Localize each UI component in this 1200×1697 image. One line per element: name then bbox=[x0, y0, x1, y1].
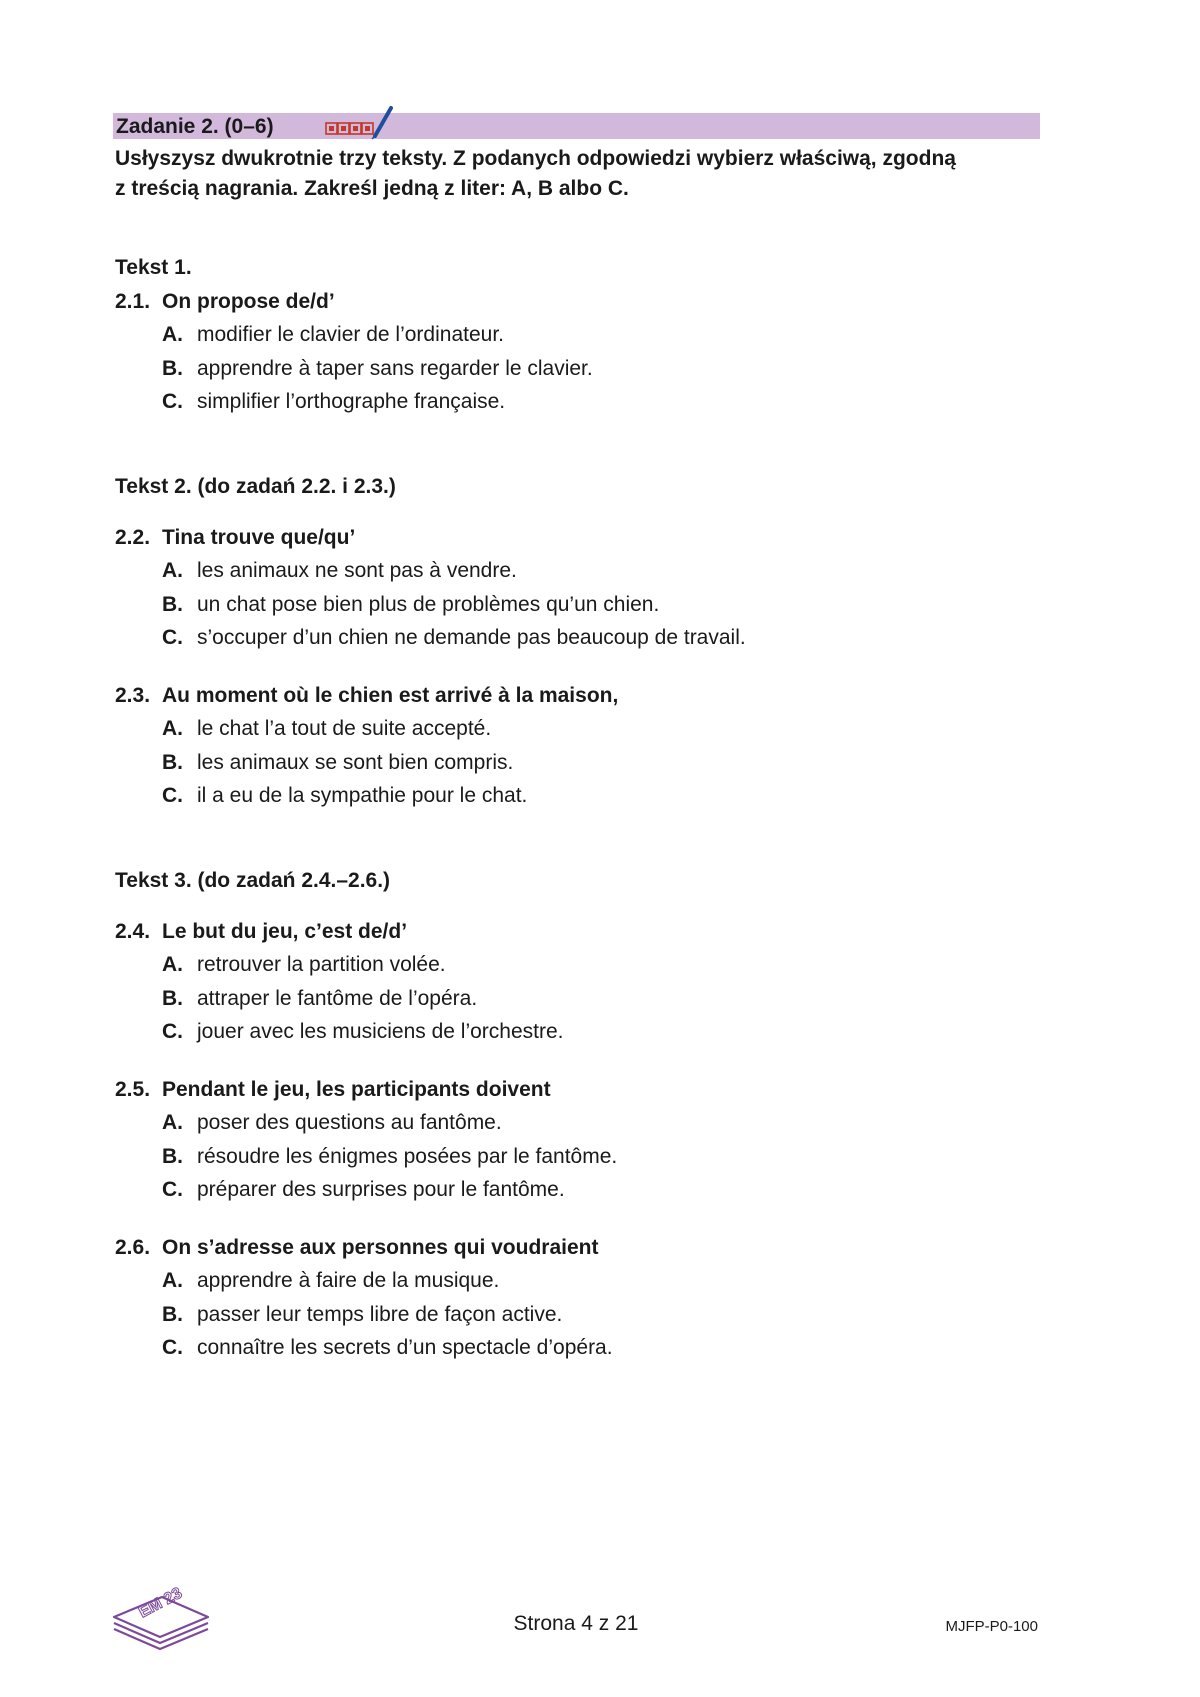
question-stem: Au moment où le chien est arrivé à la maison, bbox=[162, 684, 619, 707]
answer-option[interactable]: A. retrouver la partition volée. bbox=[162, 953, 446, 976]
instruction-line: Usłyszysz dwukrotnie trzy teksty. Z podanych odpowiedzi wybierz właściwą, zgodną bbox=[115, 147, 956, 170]
audio-recording-icon bbox=[325, 104, 405, 140]
question-number: 2.4. bbox=[115, 920, 151, 943]
text-3-heading: Tekst 3. (do zadań 2.4.–2.6.) bbox=[115, 869, 391, 892]
question-2-3 bbox=[115, 679, 1015, 813]
question-stem: On propose de/d’ bbox=[162, 290, 335, 313]
answer-option[interactable]: A. modifier le clavier de l’ordinateur. bbox=[162, 323, 504, 346]
task-instruction bbox=[115, 144, 1045, 204]
task-title: Zadanie 2. (0–6) bbox=[116, 115, 274, 138]
answer-option[interactable]: A. le chat l’a tout de suite accepté. bbox=[162, 717, 492, 740]
answer-option[interactable]: B. un chat pose bien plus de problèmes qu’un chien. bbox=[162, 592, 660, 616]
question-2-2 bbox=[115, 521, 1015, 655]
question-number: 2.3. bbox=[115, 684, 151, 707]
pen-icon bbox=[372, 108, 391, 139]
text-2-heading: Tekst 2. (do zadań 2.2. i 2.3.) bbox=[115, 475, 396, 498]
question-stem: On s’adresse aux personnes qui voudraient bbox=[162, 1236, 599, 1259]
question-stem: Pendant le jeu, les participants doivent bbox=[162, 1078, 551, 1101]
answer-option[interactable]: C. s’occuper d’un chien ne demande pas beaucoup de travail. bbox=[162, 626, 746, 649]
logo-text: EM 23 bbox=[136, 1585, 185, 1622]
answer-option[interactable]: A. poser des questions au fantôme. bbox=[162, 1111, 502, 1134]
question-number: 2.6. bbox=[115, 1236, 151, 1259]
question-stem: Tina trouve que/qu’ bbox=[162, 526, 356, 549]
answer-option[interactable]: B. résoudre les énigmes posées par le fantôme. bbox=[162, 1144, 618, 1168]
answer-option[interactable]: A. les animaux ne sont pas à vendre. bbox=[162, 559, 517, 582]
question-2-4 bbox=[115, 915, 1015, 1049]
answer-option[interactable]: C. connaître les secrets d’un spectacle d’opéra. bbox=[162, 1336, 613, 1359]
answer-option[interactable]: B. les animaux se sont bien compris. bbox=[162, 750, 514, 774]
answer-option[interactable]: C. préparer des surprises pour le fantôme. bbox=[162, 1178, 565, 1201]
question-2-5 bbox=[115, 1073, 1015, 1207]
answer-option[interactable]: A. apprendre à faire de la musique. bbox=[162, 1269, 500, 1292]
question-number: 2.5. bbox=[115, 1078, 151, 1101]
answer-option[interactable]: B. passer leur temps libre de façon active. bbox=[162, 1302, 563, 1326]
answer-option[interactable]: B. attraper le fantôme de l’opéra. bbox=[162, 986, 478, 1010]
answer-option[interactable]: B. apprendre à taper sans regarder le clavier. bbox=[162, 356, 593, 380]
question-stem: Le but du jeu, c’est de/d’ bbox=[162, 920, 408, 943]
question-2-1 bbox=[115, 285, 1015, 419]
answer-option[interactable]: C. il a eu de la sympathie pour le chat. bbox=[162, 784, 528, 807]
answer-option[interactable]: C. jouer avec les musiciens de l’orchestre. bbox=[162, 1020, 564, 1043]
question-2-6 bbox=[115, 1231, 1015, 1365]
exam-code: MJFP-P0-100 bbox=[945, 1618, 1038, 1635]
question-number: 2.2. bbox=[115, 526, 151, 549]
instruction-line: z treścią nagrania. Zakreśl jedną z liter: A, B albo C. bbox=[115, 177, 629, 200]
speaker-boxes-icon bbox=[326, 123, 373, 134]
page-number: Strona 4 z 21 bbox=[513, 1612, 639, 1635]
answer-option[interactable]: C. simplifier l’orthographe française. bbox=[162, 390, 506, 413]
question-number: 2.1. bbox=[115, 290, 151, 313]
text-1-heading: Tekst 1. bbox=[115, 256, 192, 279]
